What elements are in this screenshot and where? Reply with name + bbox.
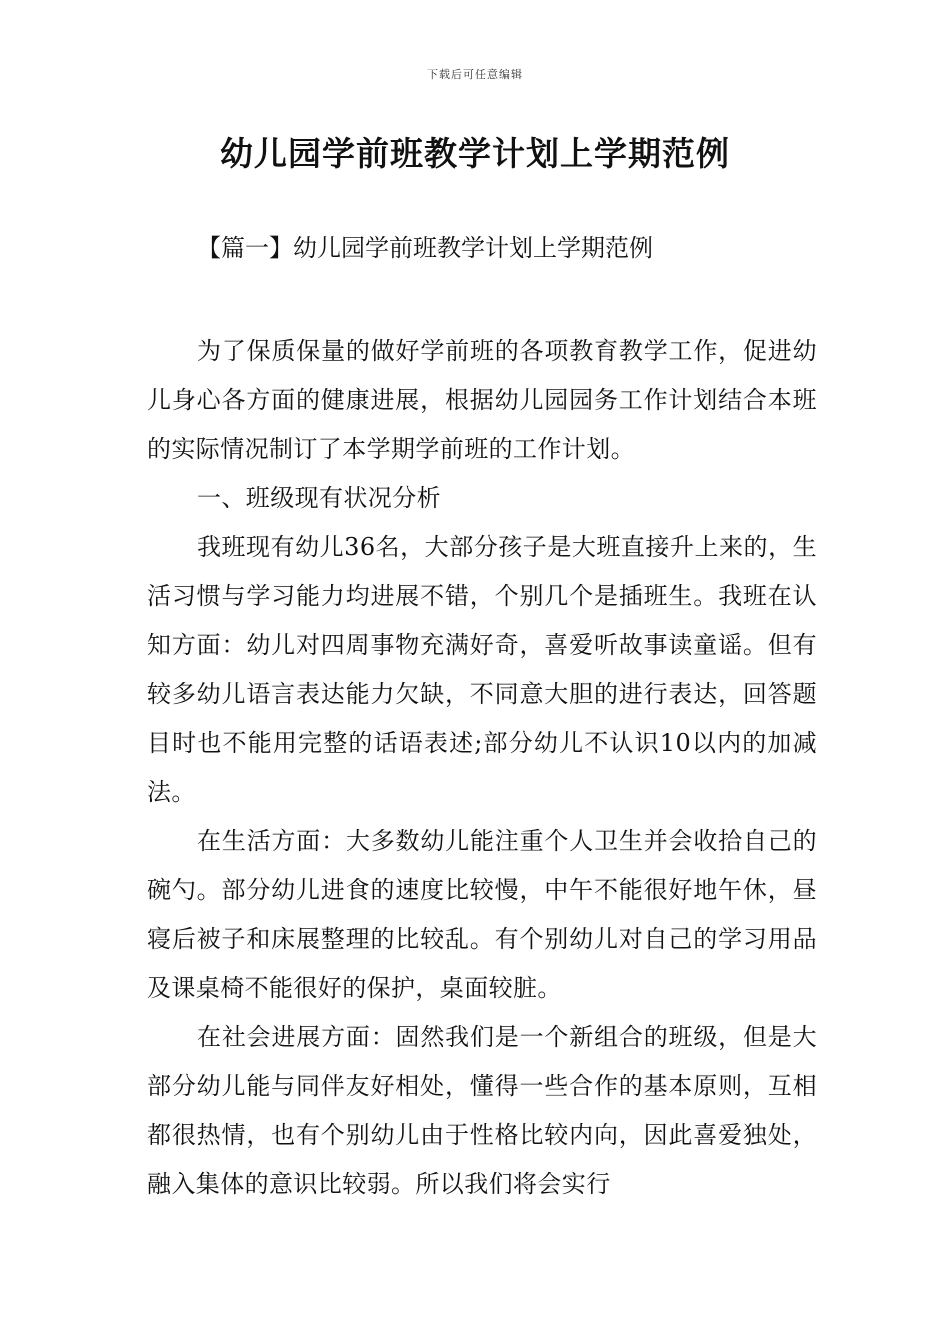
paragraph-social: 在社会进展方面：固然我们是一个新组合的班级，但是大部分幼儿能与同伴友好相处，懂得一些合作的基本原则，互相都很热情，也有个别幼儿由于性格比较内向，因此喜爱独处，融入集体的意识比较弱。所以我们将会实行: [147, 1023, 817, 1198]
header-note: 下载后可任意编辑: [427, 68, 523, 81]
section-heading: 一、班级现有状况分析: [197, 484, 441, 512]
paragraph-life: 在生活方面：大多数幼儿能注重个人卫生并会收拾自己的碗勺。部分幼儿进食的速度比较慢，中午不能很好地午休，昼寝后被子和床展整理的比较乱。有个别幼儿对自己的学习用品及课桌椅不能很好的保护，桌面较脏。: [147, 827, 817, 1002]
paragraph-class-status: 我班现有幼儿36名，大部分孩子是大班直接升上来的，生活习惯与学习能力均进展不错，个别几个是插班生。我班在认知方面：幼儿对四周事物充满好奇，喜爱听故事读童谣。但有较多幼儿语言表达能力欠缺，不同意大胆的进行表达，回答题目时也不能用完整的话语表述;部分幼儿不认识10以内的加减法。: [147, 533, 817, 806]
document-title: 幼儿园学前班教学计划上学期范例: [220, 134, 730, 173]
section-subtitle: 【篇一】幼儿园学前班教学计划上学期范例: [197, 234, 653, 262]
paragraph-intro: 为了保质保量的做好学前班的各项教育教学工作，促进幼儿身心各方面的健康进展，根据幼儿园园务工作计划结合本班的实际情况制订了本学期学前班的工作计划。: [147, 337, 817, 463]
document-body: [147, 327, 817, 1209]
